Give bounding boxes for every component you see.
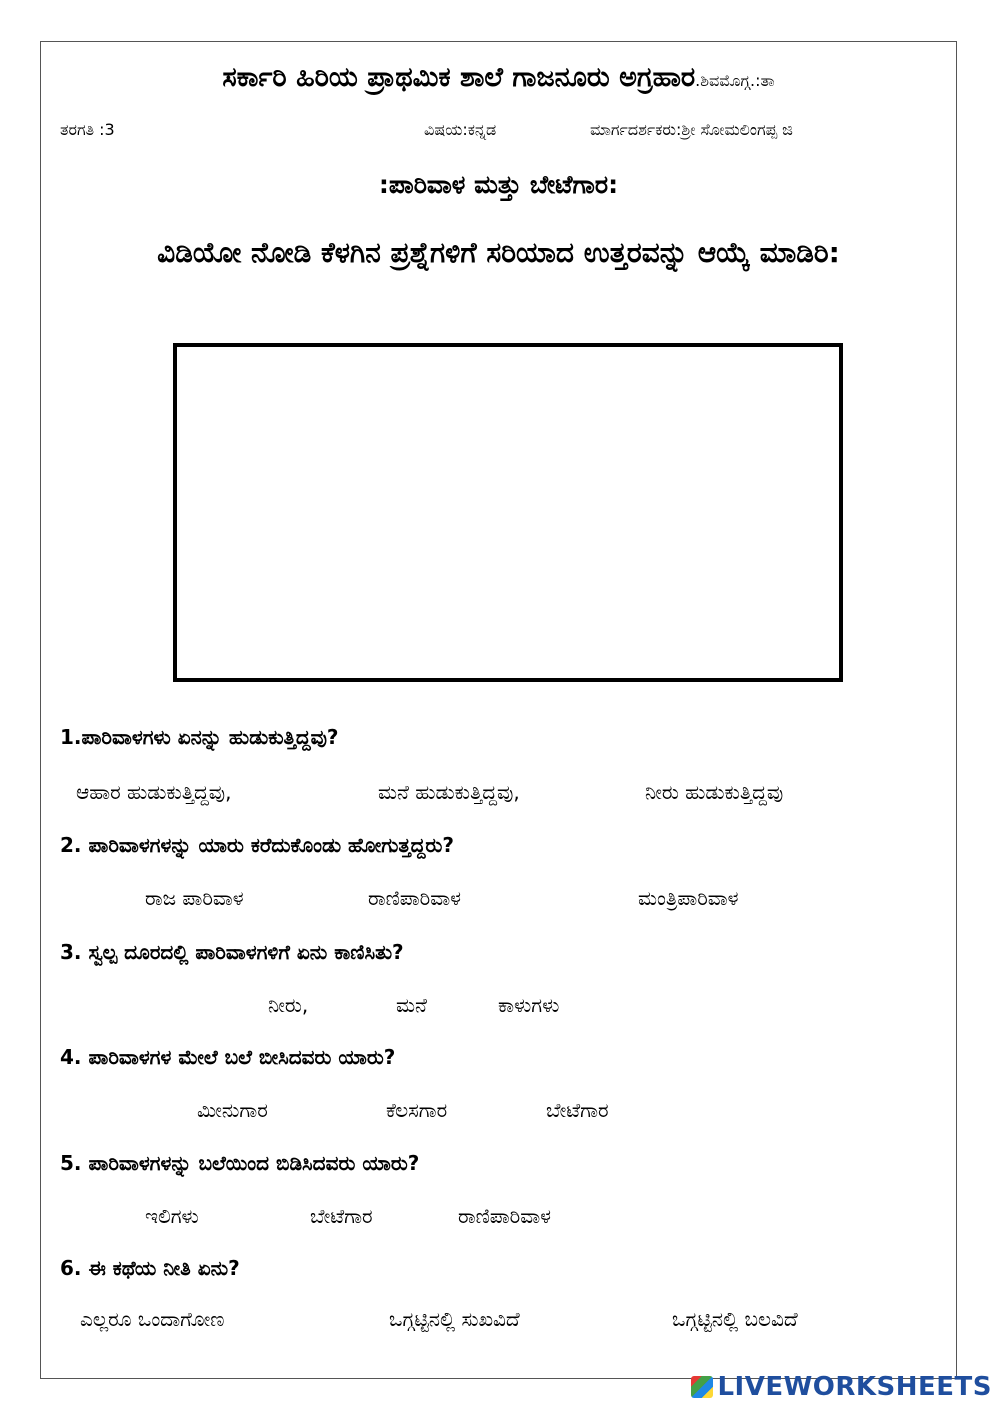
question-5: 5. ಪಾರಿವಾಳಗಳನ್ನು ಬಲೆಯಿಂದ ಬಿಡಿಸಿದವರು ಯಾರು? <box>60 1151 420 1175</box>
q5-option-3[interactable]: ರಾಣಿಪಾರಿವಾಳ <box>458 1204 551 1228</box>
liveworksheets-logo[interactable] <box>691 1372 992 1402</box>
school-title <box>40 62 957 94</box>
instruction-text: ವಿಡಿಯೋ ನೋಡಿ ಕೆಳಗಿನ ಪ್ರಶ್ನೆಗಳಿಗೆ ಸರಿಯಾದ ಉತ್ತರವನ್ನು ಆಯ್ಕೆ ಮಾಡಿರಿ: <box>157 236 840 269</box>
brand-text: LIVEWORKSHEETS <box>717 1372 992 1402</box>
question-4: 4. ಪಾರಿವಾಳಗಳ ಮೇಲೆ ಬಲೆ ಬೀಸಿದವರು ಯಾರು? <box>60 1045 396 1069</box>
question-1: 1.ಪಾರಿವಾಳಗಳು ಏನನ್ನು ಹುಡುಕುತ್ತಿದ್ದವು? <box>60 725 339 749</box>
video-placeholder[interactable] <box>173 343 843 682</box>
q2-option-3[interactable]: ಮಂತ್ರಿಪಾರಿವಾಳ <box>638 886 739 910</box>
q4-option-3[interactable]: ಬೇಟೆಗಾರ <box>546 1098 609 1122</box>
subject-label: ವಿಷಯ:ಕನ್ನಡ <box>424 120 497 139</box>
liveworksheets-icon <box>691 1376 713 1398</box>
q6-option-2[interactable]: ಒಗ್ಗಟ್ಟಿನಲ್ಲಿ ಸುಖವಿದೆ <box>389 1307 520 1331</box>
q2-option-2[interactable]: ರಾಣಿಪಾರಿವಾಳ <box>368 886 461 910</box>
school-place: .ಶಿವಮೊಗ್ಗ.:ತಾ <box>695 71 775 90</box>
q1-option-1[interactable]: ಆಹಾರ ಹುಡುಕುತ್ತಿದ್ದವು, <box>76 780 232 804</box>
q3-option-1[interactable]: ನೀರು, <box>268 993 309 1017</box>
q5-option-2[interactable]: ಬೇಟೆಗಾರ <box>310 1204 373 1228</box>
grade-label: ತರಗತಿ :3 <box>60 120 115 139</box>
q1-option-2[interactable]: ಮನೆ ಹುಡುಕುತ್ತಿದ್ದವು, <box>378 780 520 804</box>
q3-option-2[interactable]: ಮನೆ <box>396 993 427 1017</box>
question-6: 6. ಈ ಕಥೆಯ ನೀತಿ ಏನು? <box>60 1256 240 1280</box>
q6-option-3[interactable]: ಒಗ್ಗಟ್ಟಿನಲ್ಲಿ ಬಲವಿದೆ <box>672 1307 798 1331</box>
q2-option-1[interactable]: ರಾಜ ಪಾರಿವಾಳ <box>145 886 244 910</box>
school-name: ಸರ್ಕಾರಿ ಹಿರಿಯ ಪ್ರಾಥಮಿಕ ಶಾಲೆ ಗಾಜನೂರು ಅಗ್ರಹಾರ <box>222 62 696 93</box>
question-2: 2. ಪಾರಿವಾಳಗಳನ್ನು ಯಾರು ಕರೆದುಕೊಂಡು ಹೋಗುತ್ತದ್ದರು? <box>60 833 454 857</box>
q4-option-2[interactable]: ಕೆಲಸಗಾರ <box>386 1098 448 1122</box>
q3-option-3[interactable]: ಕಾಳುಗಳು <box>498 993 560 1017</box>
q1-option-3[interactable]: ನೀರು ಹುಡುಕುತ್ತಿದ್ದವು <box>645 780 784 804</box>
q5-option-1[interactable]: ಇಲಿಗಳು <box>145 1204 199 1228</box>
q4-option-1[interactable]: ಮೀನುಗಾರ <box>197 1098 268 1122</box>
guide-label: ಮಾರ್ಗದರ್ಶಕರು:ಶ್ರೀ ಸೋಮಲಿಂಗಪ್ಪ ಜಿ <box>590 120 793 139</box>
story-title: :ಪಾರಿವಾಳ ಮತ್ತು ಬೇಟೆಗಾರ: <box>378 170 619 199</box>
question-3: 3. ಸ್ವಲ್ಪ ದೂರದಲ್ಲಿ ಪಾರಿವಾಳಗಳಿಗೆ ಏನು ಕಾಣಿಸಿತು? <box>60 940 404 964</box>
q6-option-1[interactable]: ಎಲ್ಲರೂ ಒಂದಾಗೋಣ <box>80 1307 225 1331</box>
